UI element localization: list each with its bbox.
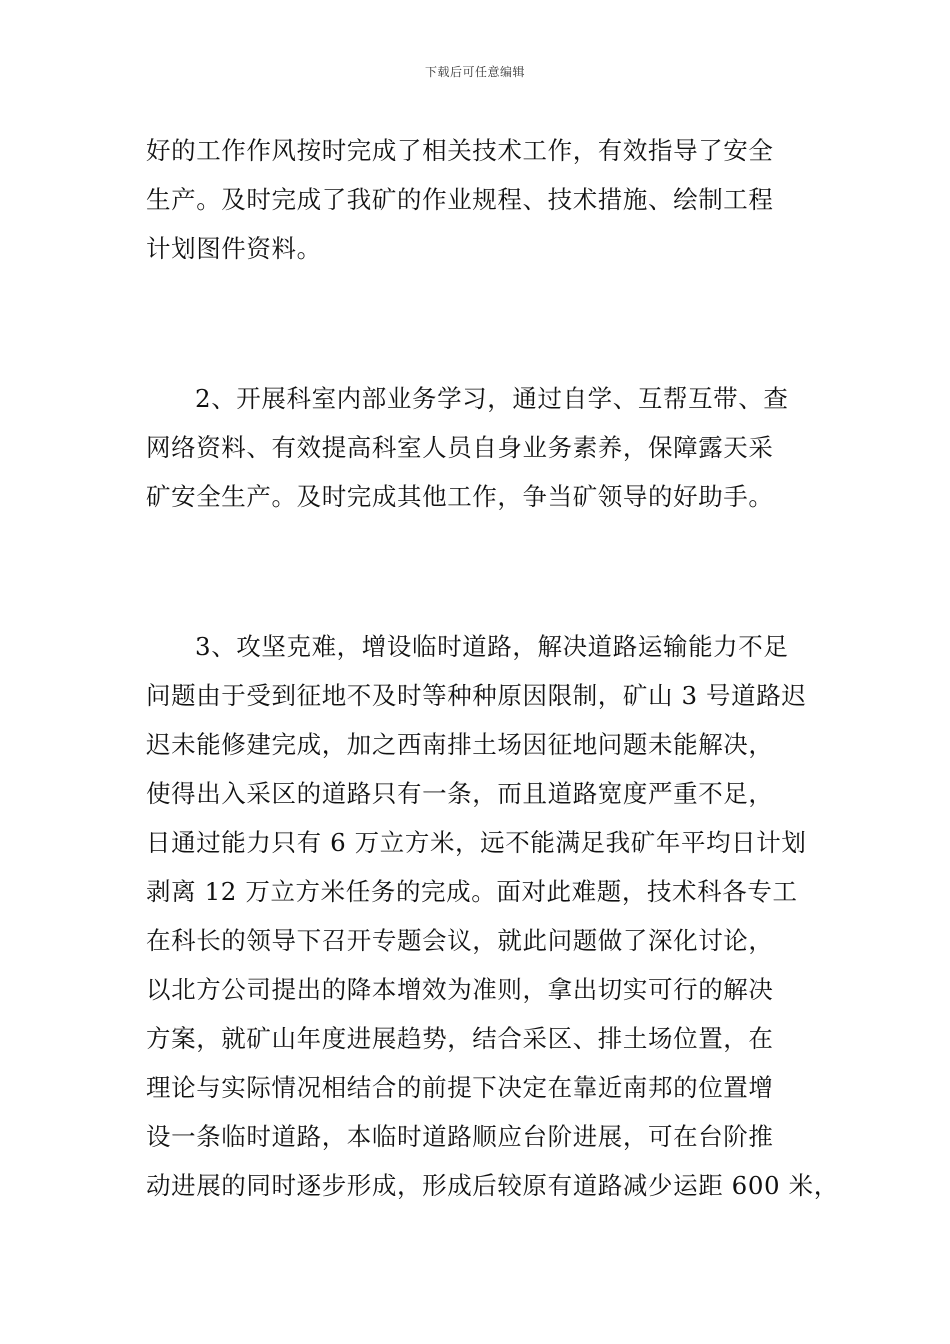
paragraph-3 <box>146 622 839 1210</box>
text-line: 方案，就矿山年度进展趋势，结合采区、排土场位置，在 <box>146 1024 774 1053</box>
text-line: 动进展的同时逐步形成，形成后较原有道路减少运距 600 米， <box>146 1171 839 1200</box>
page-header: 下载后可任意编辑 <box>424 65 525 79</box>
text-line: 日通过能力只有 6 万立方米，远不能满足我矿年平均日计划 <box>146 828 807 857</box>
text-line: 设一条临时道路，本临时道路顺应台阶进展，可在台阶推 <box>146 1122 774 1151</box>
text-line: 网络资料、有效提高科室人员自身业务素养，保障露天采 <box>146 433 774 462</box>
text-line: 以北方公司提出的降本增效为准则，拿出切实可行的解决 <box>146 975 774 1004</box>
text-line: 2、开展科室内部业务学习，通过自学、互帮互带、查 <box>195 384 789 413</box>
text-line: 剥离 12 万立方米任务的完成。面对此难题，技术科各专工 <box>146 877 798 906</box>
text-line: 3、攻坚克难，增设临时道路，解决道路运输能力不足 <box>195 632 789 661</box>
text-line: 迟未能修建完成，加之西南排土场因征地问题未能解决， <box>146 730 774 759</box>
paragraph-1 <box>146 126 816 273</box>
text-line: 使得出入采区的道路只有一条，而且道路宽度严重不足， <box>146 779 774 808</box>
text-line: 计划图件资料。 <box>146 234 322 263</box>
text-line: 在科长的领导下召开专题会议，就此问题做了深化讨论， <box>146 926 774 955</box>
text-line: 问题由于受到征地不及时等种种原因限制，矿山 3 号道路迟 <box>146 681 807 710</box>
paragraph-2 <box>146 374 816 521</box>
text-line: 生产。及时完成了我矿的作业规程、技术措施、绘制工程 <box>146 185 774 214</box>
text-line: 矿安全生产。及时完成其他工作，争当矿领导的好助手。 <box>146 482 774 511</box>
text-line: 好的工作作风按时完成了相关技术工作，有效指导了安全 <box>146 136 774 165</box>
text-line: 理论与实际情况相结合的前提下决定在靠近南邦的位置增 <box>146 1073 774 1102</box>
